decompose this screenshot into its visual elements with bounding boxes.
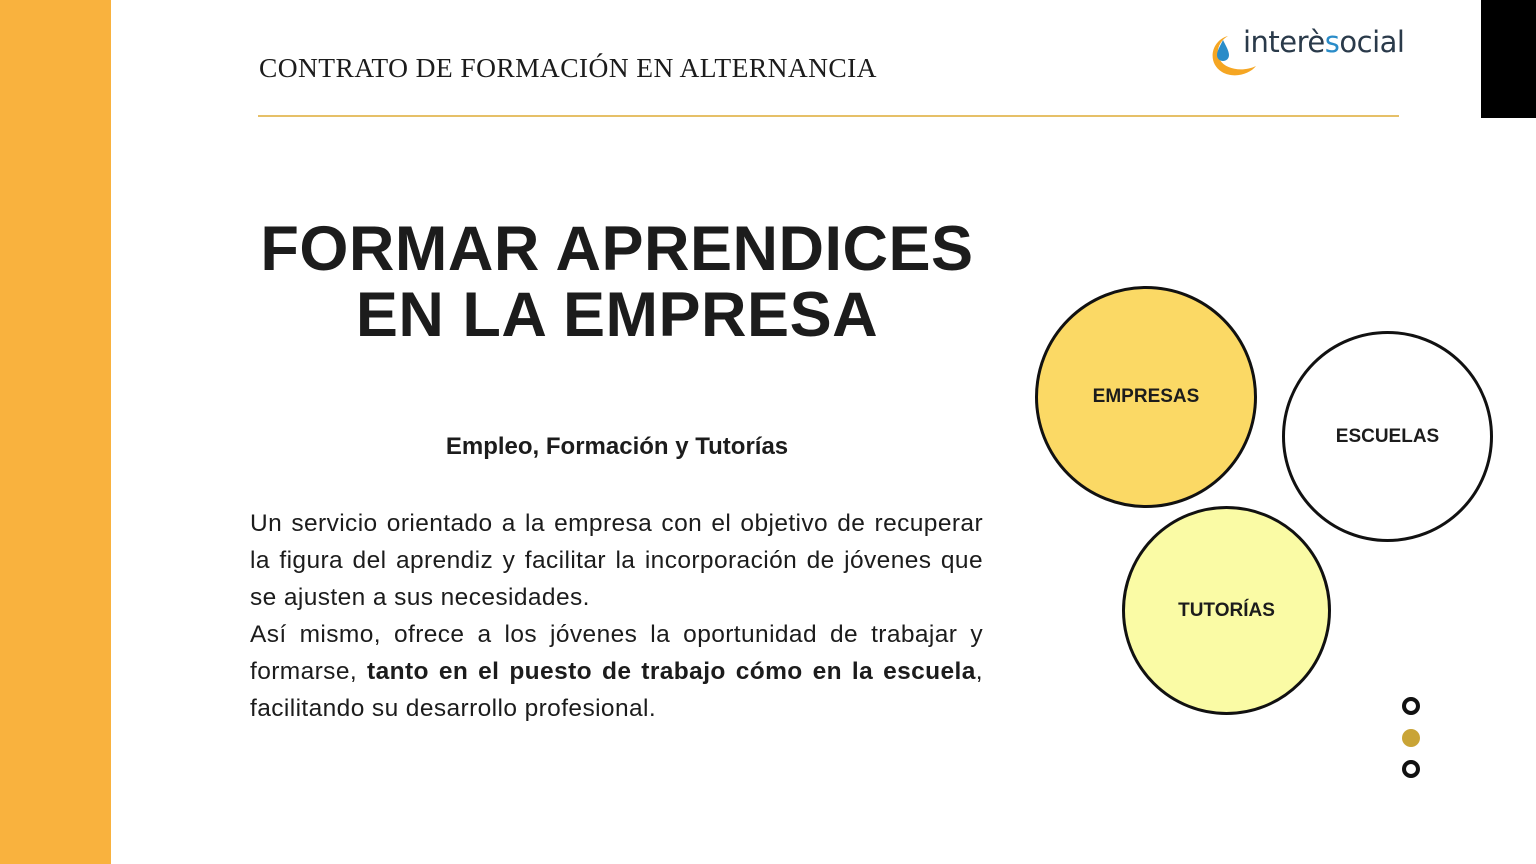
left-accent-bar: [0, 0, 111, 864]
circle-escuelas: [1282, 331, 1493, 542]
circle-empresas: [1035, 286, 1257, 508]
logo: [1208, 24, 1408, 80]
paragraph-1: Un servicio orientado a la empresa con el objetivo de recuperar la figura del aprendiz y facilitar la incorporación de jóvenes que se ajusten a sus necesidades.: [250, 510, 983, 611]
circle-tutorias-label: TUTORÍAS: [1178, 599, 1275, 621]
slide-dot-1[interactable]: [1402, 697, 1420, 715]
slide-dot-2-active[interactable]: [1402, 729, 1420, 747]
circle-tutorias: [1122, 506, 1331, 715]
logo-text: interèsocial: [1243, 25, 1405, 59]
main-title-line2: EN LA EMPRESA: [355, 280, 879, 350]
slide-dot-3[interactable]: [1402, 760, 1420, 778]
main-title: [258, 216, 976, 348]
body-text: [250, 505, 983, 727]
paragraph-2: Así mismo, ofrece a los jóvenes la oportunidad de trabajar y formarse, tanto en el puesto de trabajo cómo en la escuela, facilitando su desarrollo profesional.: [250, 621, 983, 722]
paragraph-2-bold: tanto en el puesto de trabajo cómo en la escuela: [367, 658, 976, 685]
header-title: CONTRATO DE FORMACIÓN EN ALTERNANCIA: [259, 52, 877, 83]
main-title-line1: FORMAR APRENDICES: [260, 214, 974, 284]
corner-block: [1481, 0, 1536, 118]
subtitle: Empleo, Formación y Tutorías: [445, 433, 789, 460]
circle-escuelas-label: ESCUELAS: [1335, 425, 1440, 447]
header-divider: [258, 115, 1399, 117]
circle-empresas-label: EMPRESAS: [1092, 386, 1200, 407]
